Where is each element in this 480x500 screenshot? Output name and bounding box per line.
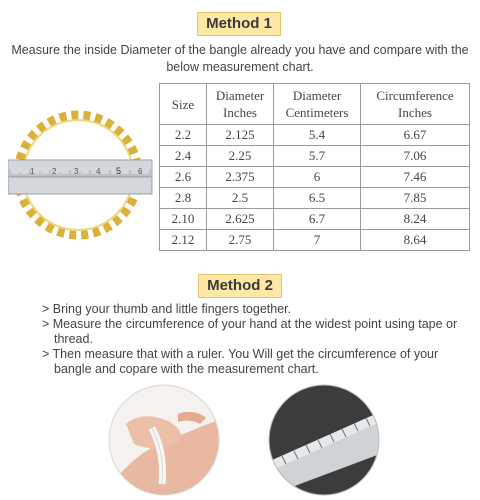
method-2-badge: Method 2: [198, 274, 282, 298]
ruler-number-5: 5: [116, 166, 122, 176]
measurement-chart: [159, 83, 470, 251]
cell-size: 2.2: [160, 125, 207, 146]
step-2: > Measure the circumference of your hand at the widest point using tape or thread.: [42, 317, 458, 346]
cell-circumference: 7.46: [361, 167, 470, 188]
table-row: [160, 188, 470, 209]
cell-diameter-inches: 2.75: [207, 230, 274, 251]
cell-diameter-inches: 2.375: [207, 167, 274, 188]
cell-diameter-inches: 2.125: [207, 125, 274, 146]
cell-circumference: 7.06: [361, 146, 470, 167]
cell-circumference: 7.85: [361, 188, 470, 209]
cell-diameter-cm: 6.7: [274, 209, 361, 230]
cell-diameter-cm: 7: [274, 230, 361, 251]
ruler-number-3: 3: [74, 167, 79, 176]
cell-size: 2.12: [160, 230, 207, 251]
header-size: Size: [160, 84, 207, 125]
ruler-closeup-photo: [268, 384, 380, 496]
cell-circumference: 8.64: [361, 230, 470, 251]
table-row: [160, 167, 470, 188]
step-1: > Bring your thumb and little fingers together.: [42, 302, 292, 316]
cell-size: 2.6: [160, 167, 207, 188]
cell-circumference: 8.24: [361, 209, 470, 230]
ruler-number-6: 6: [138, 167, 143, 176]
ruler-number-2: 2: [52, 167, 57, 176]
bangle-ruler-illustration: [8, 100, 154, 250]
cell-size: 2.8: [160, 188, 207, 209]
ruler-number-4: 4: [96, 167, 101, 176]
cell-size: 2.4: [160, 146, 207, 167]
table-row: [160, 230, 470, 251]
header-diameter-inches: Diameter Inches: [207, 84, 274, 125]
ruler-icon: [8, 160, 152, 194]
cell-diameter-cm: 6.5: [274, 188, 361, 209]
table-header-row: [160, 84, 470, 125]
header-diameter-cm: Diameter Centimeters: [274, 84, 361, 125]
ruler-number-1: 1: [30, 167, 35, 176]
table-row: [160, 209, 470, 230]
method-1-instruction: Measure the inside Diameter of the bangle already you have and compare with the below measurement chart.: [11, 43, 469, 74]
method-2-steps: [42, 302, 472, 377]
cell-diameter-inches: 2.25: [207, 146, 274, 167]
cell-circumference: 6.67: [361, 125, 470, 146]
method-1-badge: Method 1: [197, 12, 281, 36]
header-circumference: Circumference Inches: [361, 84, 470, 125]
cell-size: 2.10: [160, 209, 207, 230]
cell-diameter-inches: 2.5: [207, 188, 274, 209]
cell-diameter-cm: 5.7: [274, 146, 361, 167]
cell-diameter-cm: 5.4: [274, 125, 361, 146]
step-3: > Then measure that with a ruler. You Will get the circumference of your bangle and copare with the measurement chart.: [42, 347, 439, 376]
table-row: [160, 146, 470, 167]
cell-diameter-inches: 2.625: [207, 209, 274, 230]
table-row: [160, 125, 470, 146]
hand-measuring-photo: [108, 384, 220, 496]
cell-diameter-cm: 6: [274, 167, 361, 188]
